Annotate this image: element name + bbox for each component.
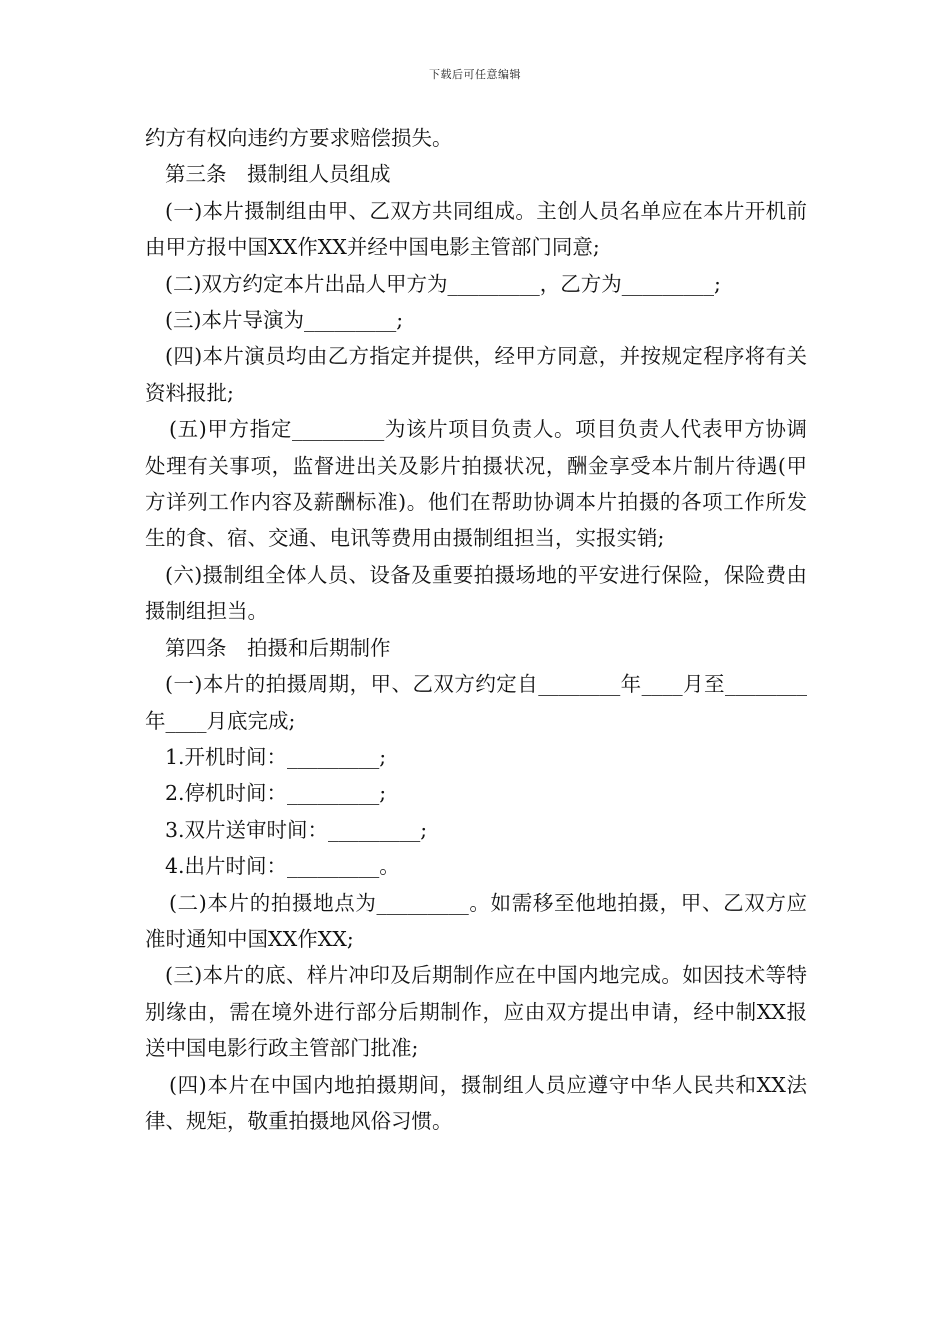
schedule-item-4: 4.出片时间：_________。 [165, 854, 400, 879]
article-3-clause-6: (六)摄制组全体人员、设备及重要拍摄场地的平安进行保险，保险费由摄制组担当。 [145, 562, 807, 624]
header-note: 下载后可任意编辑 [429, 68, 521, 81]
article-4-clause-2: (二)本片的拍摄地点为_________。如需移至他地拍摄，甲、乙双方应准时通知中国XX作XX; [145, 890, 807, 951]
article-4-clause-3: (三)本片的底、样片冲印及后期制作应在中国内地完成。如因技术等特别缘由，需在境外进行部分后期制作，应由双方提出申请，经中制XX报送中国电影行政主管部门批准; [145, 963, 807, 1061]
article-4-clause-4: (四)本片在中国内地拍摄期间，摄制组人员应遵守中华人民共和XX法律、规矩，敬重拍摄地风俗习惯。 [145, 1072, 807, 1133]
paragraph-continuation: 约方有权向违约方要求赔偿损失。 [145, 126, 453, 150]
article-3-clause-1: (一)本片摄制组由甲、乙双方共同组成。主创人员名单应在本片开机前由甲方报中国XX作XX并经中国电影主管部门同意; [145, 198, 807, 260]
article-3-clause-3: (三)本片导演为_________; [165, 308, 404, 333]
document-body [145, 120, 807, 1139]
article-3-clause-2: (二)双方约定本片出品人甲方为_________，乙方为_________; [165, 271, 721, 296]
article-3-clause-4: (四)本片演员均由乙方指定并提供，经甲方同意，并按规定程序将有关资料报批; [145, 344, 807, 405]
schedule-item-1: 1.开机时间：_________; [165, 744, 387, 769]
schedule-item-3: 3.双片送审时间：_________; [165, 817, 428, 842]
article-4-heading: 第四条 拍摄和后期制作 [165, 635, 391, 660]
article-3-heading: 第三条 摄制组人员组成 [165, 162, 391, 187]
schedule-item-2: 2.停机时间：_________; [165, 781, 387, 806]
article-4-clause-1: (一)本片的拍摄周期，甲、乙双方约定自________年____月至________年____月底完成; [145, 672, 807, 733]
article-3-clause-5: (五)甲方指定_________为该片项目负责人。项目负责人代表甲方协调处理有关事项，监督进出关及影片拍摄状况，酬金享受本片制片待遇(甲方详列工作内容及薪酬标准)。他们在帮助协调本片拍摄的各项工作所发生的食、宿、交通、电讯等费用由摄制组担当，实报实销; [145, 417, 807, 551]
